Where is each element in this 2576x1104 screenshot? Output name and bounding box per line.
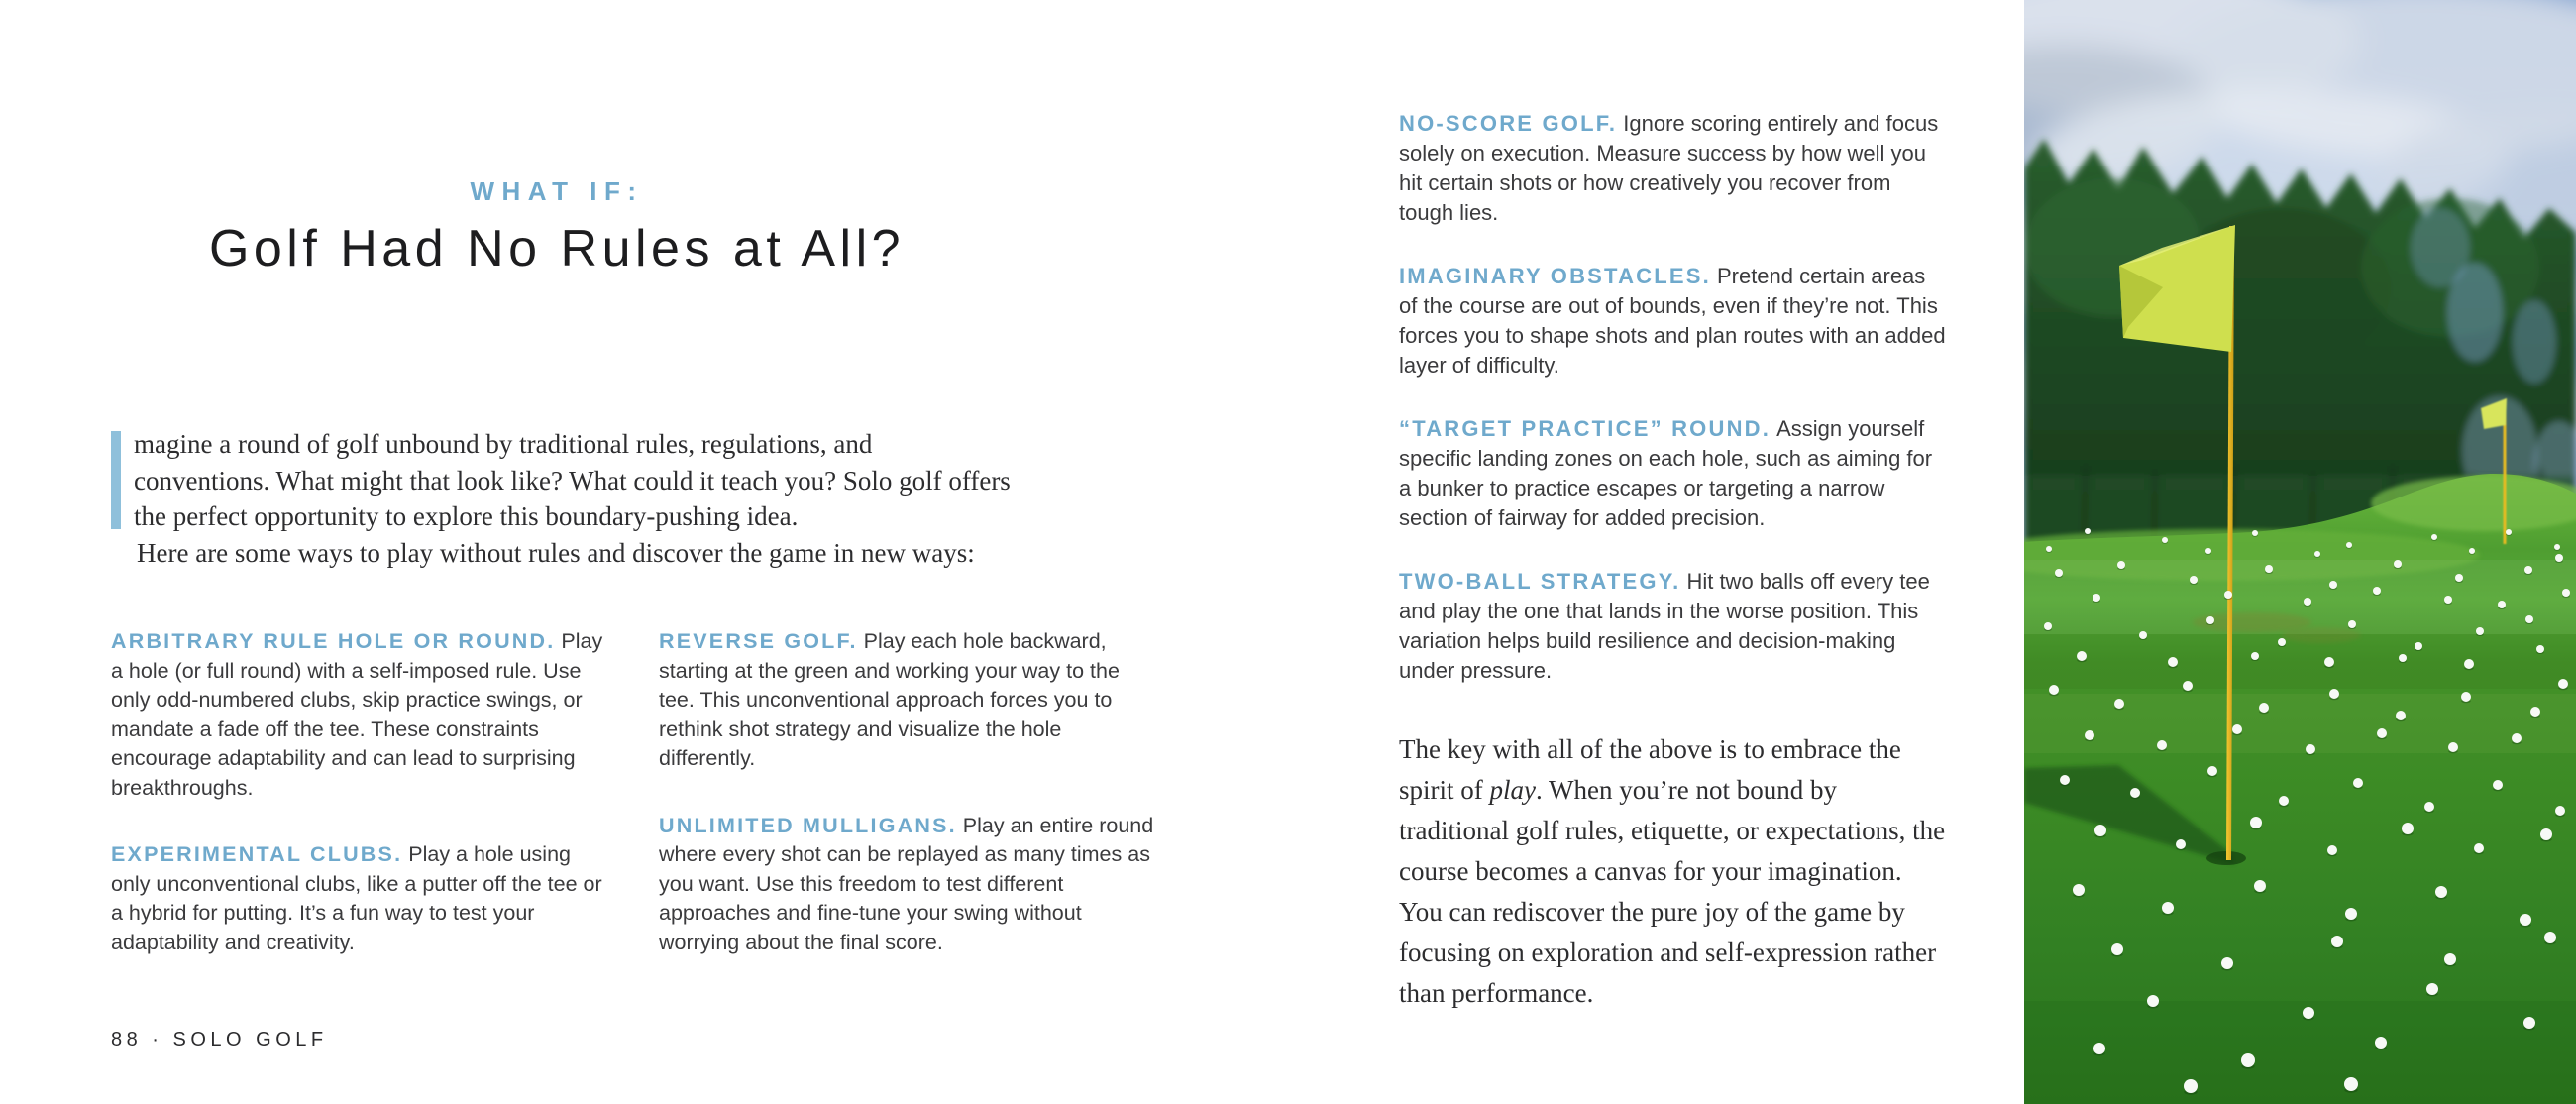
driving-range-scene [2024,0,2576,1104]
section-unlimited-mulligans [659,812,1157,958]
closing-italic-word: play [1489,775,1536,805]
section-heading: “TARGET PRACTICE” ROUND. [1399,416,1771,441]
section-heading: EXPERIMENTAL CLUBS. [111,842,403,866]
section-experimental-clubs [111,840,609,957]
section-arbitrary-rule [111,627,609,803]
section-heading: REVERSE GOLF. [659,629,858,653]
hole [2206,851,2246,865]
section-no-score-golf [1399,109,1948,228]
section-body: Pretend certain areas of the course are out of bounds, even if they’re not. This forces you to shape shots and plan routes with an added layer of difficulty. [1399,264,1946,378]
column-1 [111,627,609,995]
page-title: Golf Had No Rules at All? [208,220,906,277]
kicker: WHAT IF: [470,176,644,206]
section-body: Play an entire round where every shot can be replayed as many times as you want. Use this freedom to test different approaches and fine-tune your swing without worrying about the final score. [659,813,1154,954]
section-imaginary-obstacles [1399,262,1948,381]
closing-text: . When you’re not bound by traditional golf rules, etiquette, or expectations, the course becomes a canvas for your imagination. You can rediscover the pure joy of the game by focusing on exploration and self-expression rather than performance. [1399,775,1946,1008]
page-number-footer: 88 · SOLO GOLF [111,1029,328,1050]
section-body: Hit two balls off every tee and play the one that lands in the worse position. This variation helps build resilience and decision-making under pressure. [1399,569,1930,683]
section-heading: ARBITRARY RULE HOLE OR ROUND. [111,629,556,653]
section-two-ball-strategy [1399,567,1948,686]
section-body: Play a hole using only unconventional clubs, like a putter off the tee or a hybrid for putting. It’s a fun way to test your adaptability and creativity. [111,842,602,954]
intro-first-paragraph: magine a round of golf unbound by traditional rules, regulations, and conventions. What might that look like? What could it teach you? Solo golf offers the perfect opportunity to explore this boundary-pushing idea. [134,429,1011,531]
section-target-practice [1399,414,1948,533]
right-page [1399,109,1948,1014]
section-body: Ignore scoring entirely and focus solely on execution. Measure success by how well you hit certain shots or how creatively you recover from tough lies. [1399,111,1939,225]
section-heading: IMAGINARY OBSTACLES. [1399,264,1711,288]
section-body: Play each hole backward, starting at the green and working your way to the tee. This unconventional approach forces you to rethink shot strategy and visualize the hole differently. [659,629,1120,770]
two-column-text [111,627,1157,995]
section-heading: NO-SCORE GOLF. [1399,111,1618,136]
section-heading: UNLIMITED MULLIGANS. [659,813,957,837]
section-reverse-golf [659,627,1157,774]
closing-text: The key with all of the above is to embrace the spirit of [1399,734,1901,805]
intro-second-paragraph: Here are some ways to play without rules and discover the game in new ways: [137,537,975,568]
section-heading: TWO-BALL STRATEGY. [1399,569,1681,594]
title-block [111,176,1003,278]
dropcap-bar-icon [111,431,121,529]
column-2 [659,627,1157,995]
section-body: Play a hole (or full round) with a self-imposed rule. Use only odd-numbered clubs, skip practice swings, or mandate a fade off the tee. These constraints encourage adaptability and can lead to surprising breakthroughs. [111,629,603,800]
driving-range-photo [2024,0,2576,1104]
closing-paragraph [1399,729,1948,1014]
section-body: Assign yourself specific landing zones on each hole, such as aiming for a bunker to practice escapes or targeting a narrow section of fairway for added precision. [1399,416,1933,530]
intro-paragraph [111,426,1015,571]
